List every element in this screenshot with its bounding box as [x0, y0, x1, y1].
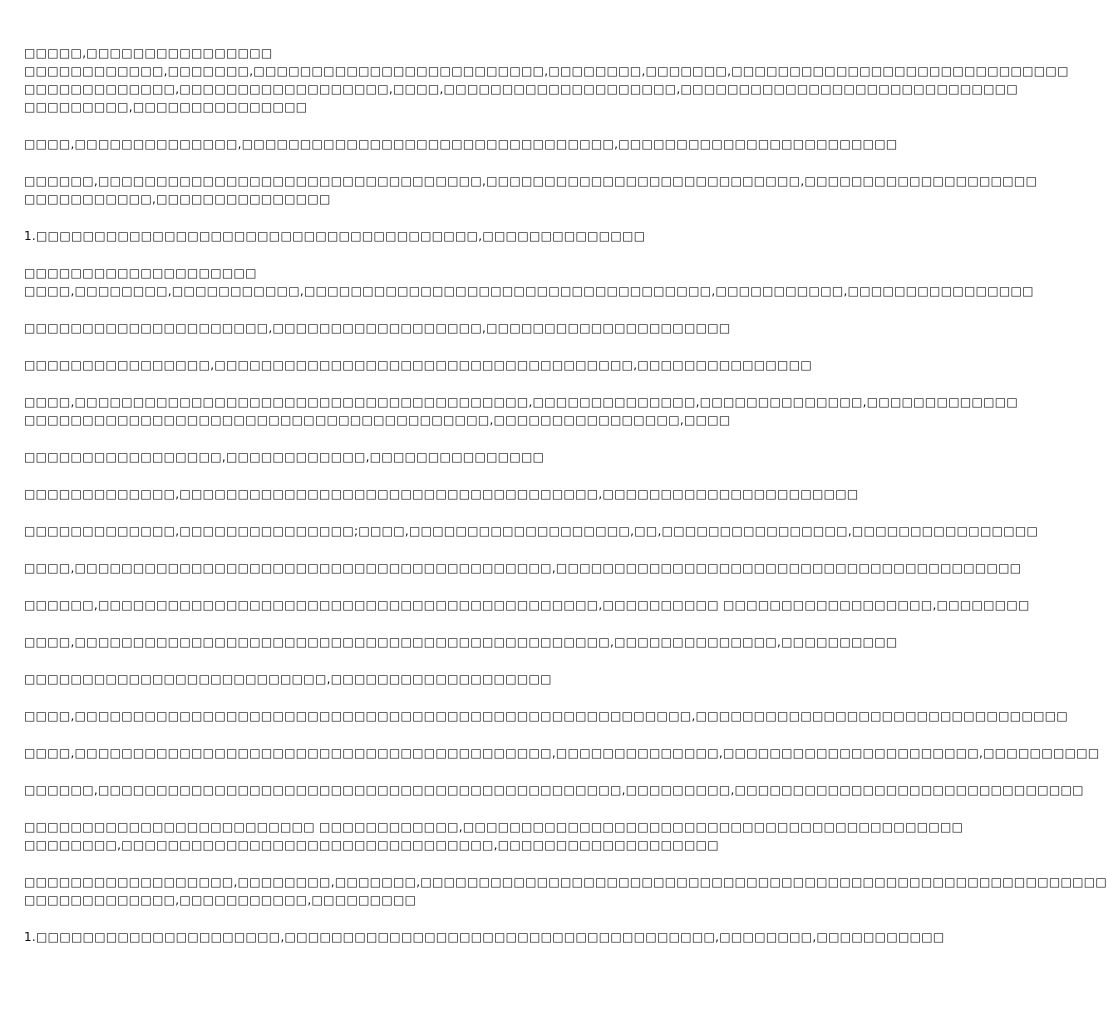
text-line: □□□□□□,□□□□□□□□□□□□□□□□□□□□□□□□□□□□□□□□□□□□□□□□□□□,□□□□□□□□□□ □□□□□□□□□□□□□□□□□□,□□□□□□□□	[24, 598, 1030, 612]
paragraph-5	[24, 264, 1034, 300]
text-line: □□□□,□□□□□□□□□□□□□□□□□□□□□□□□□□□□□□□□□□□□□□□□□□□□□□□□□□□□□,□□□□□□□□□□□□□□□□□□□□□□□□□□□□□□□□	[24, 709, 1068, 723]
text-line: □□□□,□□□□□□□□□□□□□□□□□□□□□□□□□□□□□□□□□□□□□□□,□□□□□□□□□□□□□□,□□□□□□□□□□□□□□,□□□□□□□□□□□□□	[24, 395, 1019, 409]
text-line: □□□□□□□□□□□□□,□□□□□□□□□□□□□□□;□□□□,□□□□□□□□□□□□□□□□□□□,□□,□□□□□□□□□□□□□□□□,□□□□□□□□□□□□□□□□	[24, 524, 1039, 538]
text-line: □□□□□□□□□□□□□,□□□□□□□□□□□□□□□□□□□□□□□□□□□□□□□□□□□□,□□□□□□□□□□□□□□□□□□□□□□	[24, 487, 859, 501]
paragraph-20	[24, 873, 1107, 909]
numbered-item-1	[24, 227, 696, 245]
text-line: □□□□□□□□□□□□□□□□□□□□□□□□□□□□□□□□□□□□□□□□,□□□□□□□□□□□□□□□□,□□□□	[24, 413, 731, 427]
paragraph-8	[24, 393, 1019, 429]
text-line: □□□□□□□□□□□□□□□□□□□□	[24, 266, 257, 280]
paragraph-13	[24, 596, 1030, 614]
text-line: □□□□□□□□□□□□,□□□□□□□,□□□□□□□□□□□□□□□□□□□□□□□□□,□□□□□□□□,□□□□□□□,□□□□□□□□□□□□□□□□□□□□□□□□□□□□□	[24, 64, 1069, 78]
text-line: □□□□,□□□□□□□□□□□□□□□□□□□□□□□□□□□□□□□□□□□□□□□□□□□□□□,□□□□□□□□□□□□□□,□□□□□□□□□□	[24, 635, 898, 649]
text-line: □□□□,□□□□□□□□,□□□□□□□□□□□,□□□□□□□□□□□□□□□□□□□□□□□□□□□□□□□□□□□,□□□□□□□□□□□,□□□□□□□□□□□□□□□□	[24, 284, 1034, 298]
paragraph-11	[24, 522, 1039, 540]
paragraph-16	[24, 707, 1068, 725]
paragraph-9	[24, 448, 696, 466]
paragraph-3	[24, 172, 1038, 208]
text-line: □□□□□□□□□□□,□□□□□□□□□□□□□□□	[24, 192, 331, 206]
paragraph-15	[24, 670, 696, 688]
paragraph-7	[24, 356, 812, 374]
paragraph-17	[24, 744, 1100, 762]
text-line: □□□□□□□□□□□□□,□□□□□□□□□□□□□□□□□□,□□□□,□□□□□□□□□□□□□□□□□□□□,□□□□□□□□□□□□□□□□□□□□□□□□□□□□□	[24, 82, 1019, 96]
text-line: □□□□□□□□□□□□□□□□□□□□□,□□□□□□□□□□□□□□□□□□,□□□□□□□□□□□□□□□□□□□□□	[24, 321, 731, 335]
text-line: □□□□□□□□□□□□□□□□□□□□□□□□□□,□□□□□□□□□□□□□□□□□□□	[24, 672, 552, 686]
text-line: □□□□□□,□□□□□□□□□□□□□□□□□□□□□□□□□□□□□□□□□,□□□□□□□□□□□□□□□□□□□□□□□□□□□,□□□□□□□□□□□□□□□□□□□□	[24, 174, 1038, 188]
text-line: □□□□□□□□□□□□□,□□□□□□□□□□□,□□□□□□□□□	[24, 893, 417, 907]
paragraph-6	[24, 319, 731, 337]
text-line: □□□□□□,□□□□□□□□□□□□□□□□□□□□□□□□□□□□□□□□□□□□□□□□□□□□□,□□□□□□□□□,□□□□□□□□□□□□□□□□□□□□□□□□□□□□□□	[24, 783, 1084, 797]
text-line: □□□□□□□□□□□□□□□□□,□□□□□□□□□□□□,□□□□□□□□□□□□□□□	[24, 450, 545, 464]
text-line: 1.□□□□□□□□□□□□□□□□□□□□□□□□□□□□□□□□□□□□□□,□□□□□□□□□□□□□□	[24, 229, 646, 243]
paragraph-2	[24, 135, 898, 153]
paragraph-18	[24, 781, 1084, 799]
paragraph-12	[24, 559, 1022, 577]
paragraph-14	[24, 633, 898, 651]
paragraph-1	[24, 44, 1069, 116]
numbered-item-2	[24, 928, 945, 946]
paragraph-19	[24, 818, 964, 854]
text-line: □□□□□□□□,□□□□□□□□□□□□□□□□□□□□□□□□□□□□□□□□,□□□□□□□□□□□□□□□□□□□	[24, 838, 719, 852]
text-line: □□□□,□□□□□□□□□□□□□□□□□□□□□□□□□□□□□□□□□□□□□□□□□,□□□□□□□□□□□□□□□□□□□□□□□□□□□□□□□□□□□□□□□□	[24, 561, 1022, 575]
paragraph-10	[24, 485, 859, 503]
text-line: □□□□□□□□□,□□□□□□□□□□□□□□□	[24, 100, 308, 114]
text-line: □□□□□□□□□□□□□□□□,□□□□□□□□□□□□□□□□□□□□□□□□□□□□□□□□□□□□,□□□□□□□□□□□□□□□	[24, 358, 812, 372]
text-line: 1.□□□□□□□□□□□□□□□□□□□□□,□□□□□□□□□□□□□□□□□□□□□□□□□□□□□□□□□□□□□,□□□□□□□□,□□□□□□□□□□□	[24, 930, 945, 944]
text-line: □□□□□□□□□□□□□□□□□□□□□□□□□ □□□□□□□□□□□□,□□□□□□□□□□□□□□□□□□□□□□□□□□□□□□□□□□□□□□□□□□□	[24, 820, 964, 834]
text-line: □□□□□□□□□□□□□□□□□□,□□□□□□□□,□□□□□□□,□□□□□□□□□□□□□□□□□□□□□□□□□□□□□□□□□□□□□□□□□□□□□□□□□□□□□□□□□□□	[24, 875, 1107, 889]
text-line: □□□□,□□□□□□□□□□□□□□,□□□□□□□□□□□□□□□□□□□□□□□□□□□□□□□□,□□□□□□□□□□□□□□□□□□□□□□□□	[24, 137, 898, 151]
text-line: □□□□□,□□□□□□□□□□□□□□□□	[24, 46, 273, 60]
text-line: □□□□,□□□□□□□□□□□□□□□□□□□□□□□□□□□□□□□□□□□□□□□□□,□□□□□□□□□□□□□□,□□□□□□□□□□□□□□□□□□□□□□,□□□□□□□□□□	[24, 746, 1100, 760]
